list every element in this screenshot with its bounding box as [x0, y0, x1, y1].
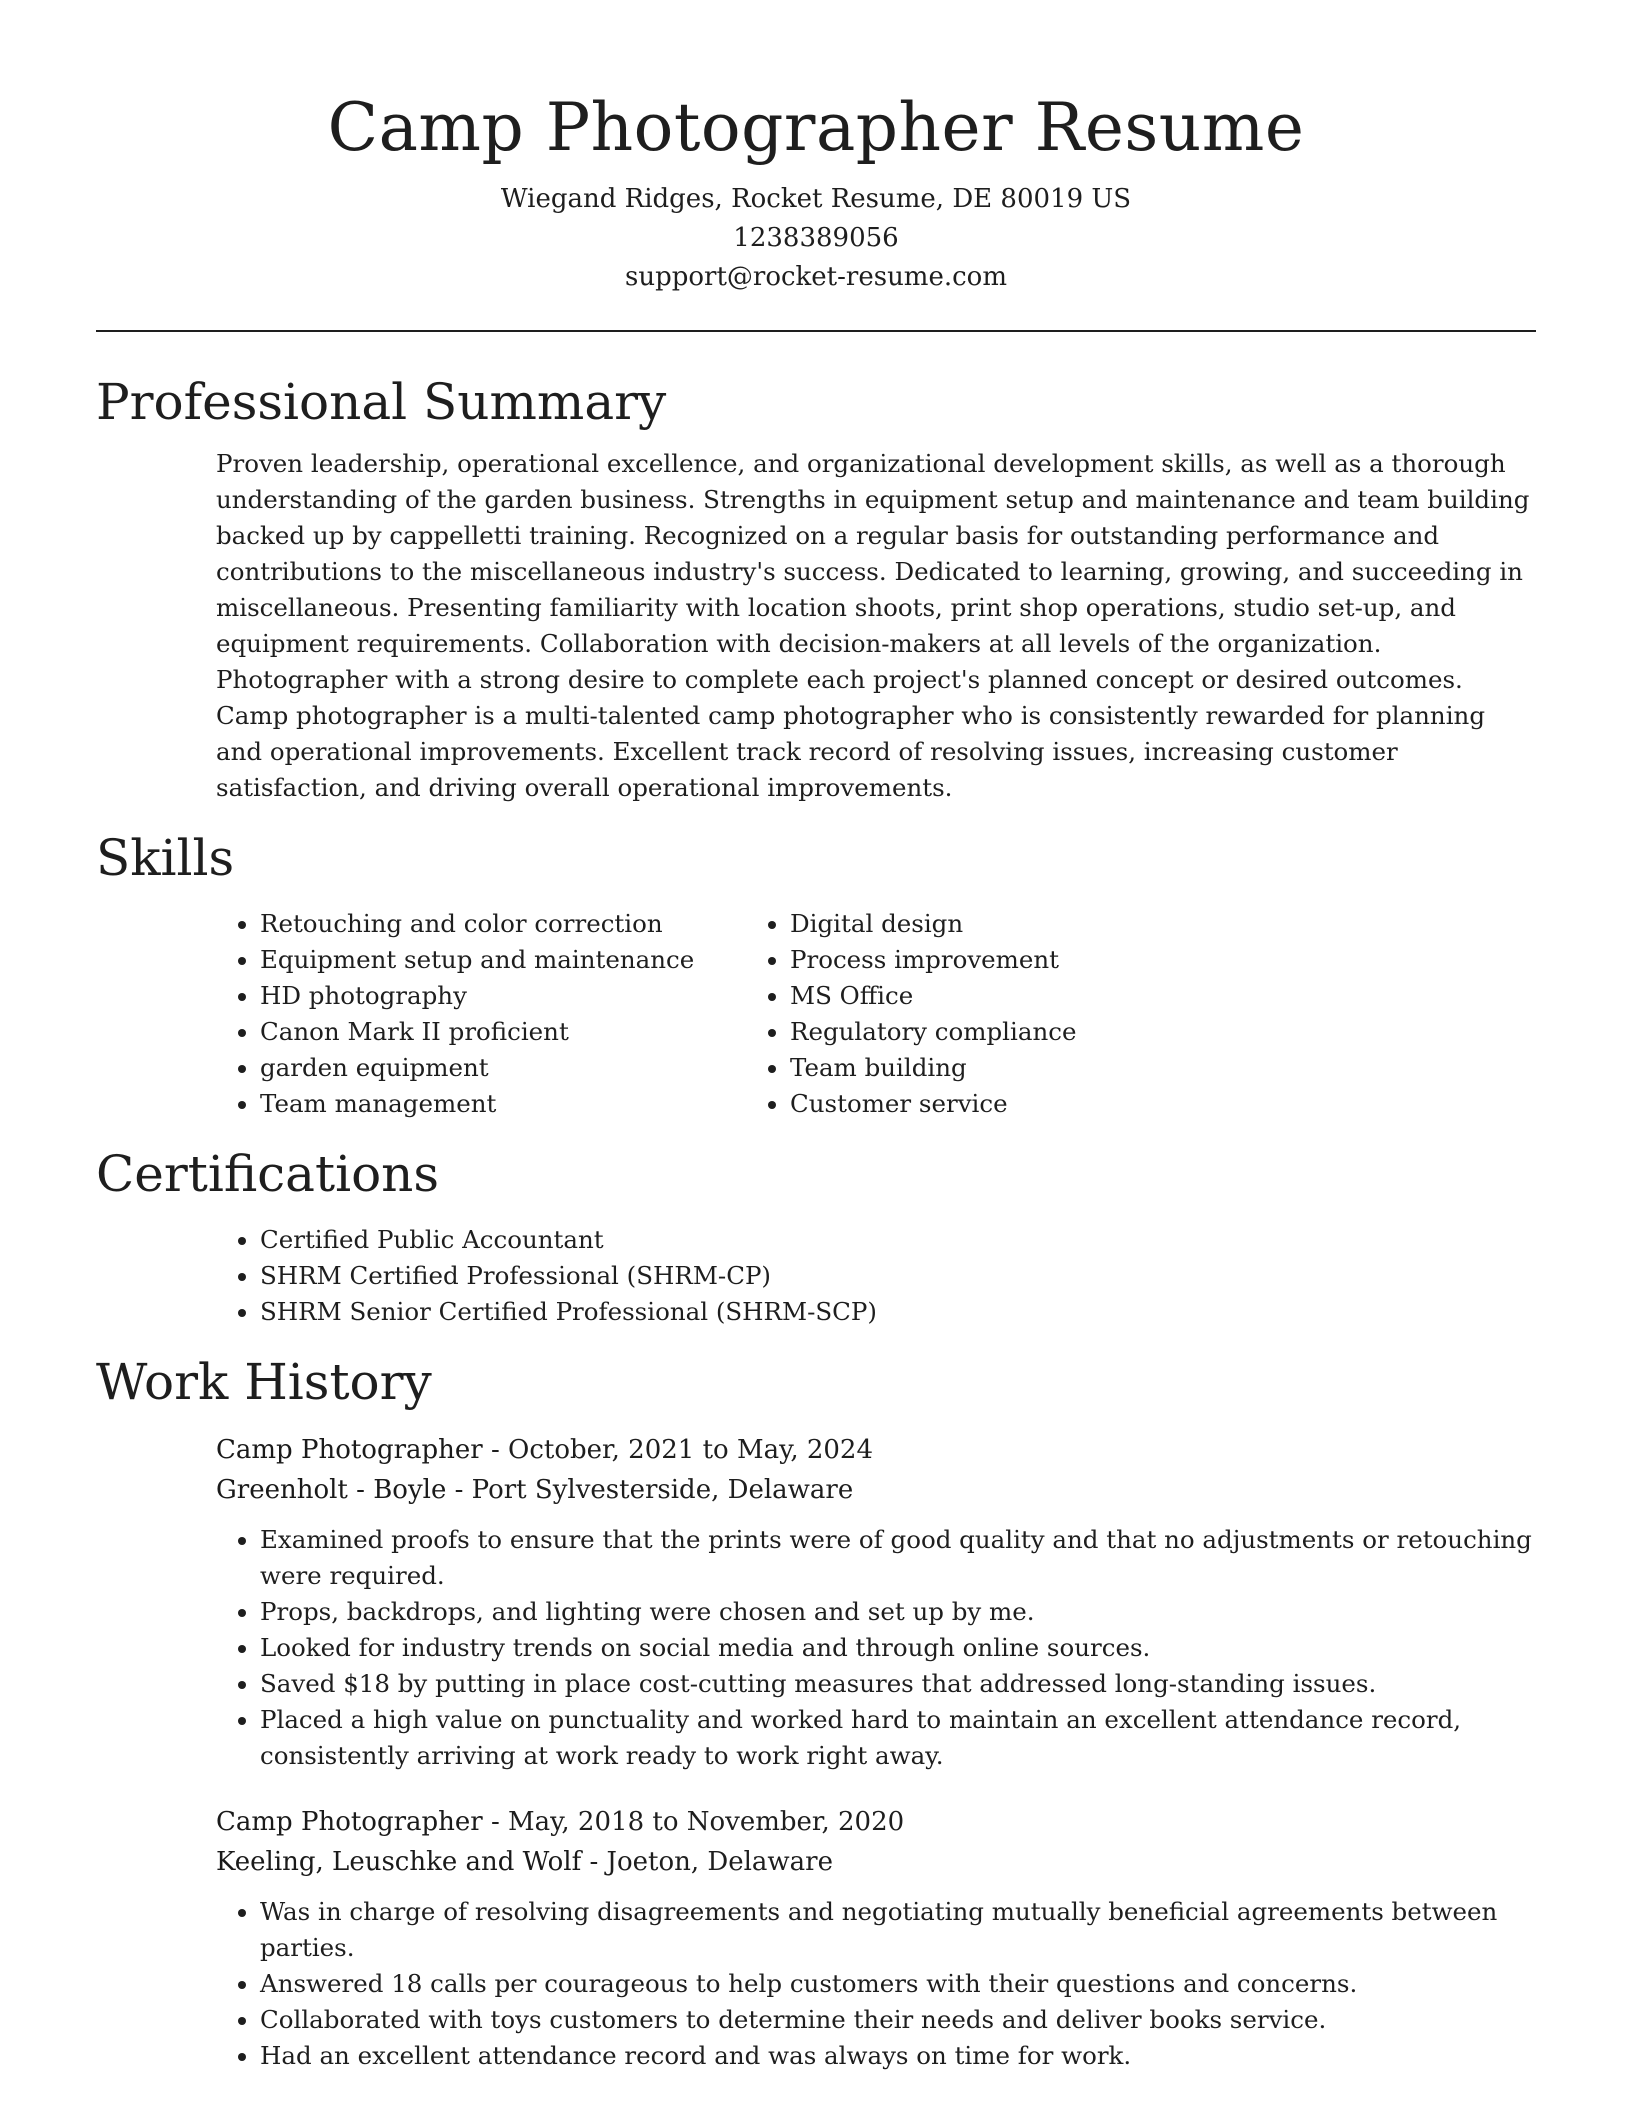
job-bullets	[216, 1894, 1536, 2074]
job-company: Keeling, Leuschke and Wolf	[216, 1847, 582, 1877]
certification-item: • Certified Public Accountant	[260, 1222, 1536, 1258]
summary-text: Proven leadership, operational excellence, and organizational development skills, as well as a thorough understanding of the garden business. Strengths in equipment setup and maintenance and team building backed up by cappelletti training. Recognized on a regular basis for outstanding performance and contributions to the miscellaneous industry's success. Dedicated to learning, growing, and succeeding in miscellaneous. Presenting familiarity with location shoots, print shop operations, studio set-up, and equipment requirements. Collaboration with decision-makers at all levels of the organization. Photographer with a strong desire to complete each project's planned concept or desired outcomes. Camp photographer is a multi-talented camp photographer who is consistently rewarded for planning and operational improvements. Excellent track record of resolving issues, increasing customer satisfaction, and driving overall operational improvements.	[216, 449, 1530, 802]
resume-page	[96, 0, 1536, 2074]
certifications-heading: Certifications	[96, 1145, 440, 1203]
certification-item: • SHRM Certified Professional (SHRM-CP)	[260, 1258, 1536, 1294]
contact-block	[96, 180, 1536, 297]
skill-item: • Canon Mark II proficient	[260, 1014, 746, 1050]
job-company-line	[216, 1842, 1536, 1882]
skill-item: • Regulatory compliance	[790, 1014, 1396, 1050]
job-location: - Port Sylvesterside, Delaware	[446, 1475, 854, 1505]
job-bullet: • Examined proofs to ensure that the prints were of good quality and that no adjustments or retouching were required.	[260, 1522, 1536, 1594]
skill-item: • Team building	[790, 1050, 1396, 1086]
summary-section	[96, 372, 1536, 806]
skills-grid	[96, 906, 1536, 1122]
skill-item: • MS Office	[790, 978, 1396, 1014]
skills-list-left	[96, 906, 746, 1122]
certifications-list	[96, 1222, 1536, 1330]
job-company: Greenholt - Boyle	[216, 1475, 447, 1505]
skills-section	[96, 828, 1536, 1122]
work-history-section	[96, 1352, 1536, 2074]
job-location: - Joeton, Delaware	[581, 1847, 833, 1877]
skill-item: • Digital design	[790, 906, 1396, 942]
job-bullet: • Placed a high value on punctuality and worked hard to maintain an excellent attendance record, consistently arriving at work ready to work right away.	[260, 1702, 1536, 1774]
contact-phone: 1238389056	[733, 223, 899, 253]
skill-item: • HD photography	[260, 978, 746, 1014]
certifications-section	[96, 1144, 1536, 1330]
job-company-line	[216, 1470, 1536, 1510]
job-title: Camp Photographer	[216, 1435, 483, 1465]
job-entry	[216, 1430, 1536, 1774]
job-bullet: • Looked for industry trends on social media and through online sources.	[260, 1630, 1536, 1666]
skill-item: • Process improvement	[790, 942, 1396, 978]
job-entry	[216, 1802, 1536, 2074]
skill-item: • Team management	[260, 1086, 746, 1122]
job-title-line	[216, 1802, 1536, 1842]
job-bullet: • Was in charge of resolving disagreements and negotiating mutually beneficial agreements between parties.	[260, 1894, 1536, 1966]
job-bullets	[216, 1522, 1536, 1774]
skills-list-right	[746, 906, 1396, 1122]
certification-item: • SHRM Senior Certified Professional (SHRM-SCP)	[260, 1294, 1536, 1330]
skill-item: • Equipment setup and maintenance	[260, 942, 746, 978]
contact-address: Wiegand Ridges, Rocket Resume, DE 80019 US	[500, 184, 1132, 214]
work-history-heading: Work History	[96, 1353, 432, 1411]
job-bullet: • Answered 18 calls per courageous to help customers with their questions and concerns.	[260, 1966, 1536, 2002]
contact-email: support@rocket-resume.com	[624, 262, 1007, 292]
summary-heading: Professional Summary	[96, 373, 667, 431]
header-divider	[96, 330, 1536, 332]
job-dates: - October, 2021 to May, 2024	[482, 1435, 874, 1465]
skill-item: • Customer service	[790, 1086, 1396, 1122]
job-bullet: • Saved $18 by putting in place cost-cutting measures that addressed long-standing issues.	[260, 1666, 1536, 1702]
job-title: Camp Photographer	[216, 1807, 483, 1837]
skills-column-right	[746, 906, 1396, 1122]
skill-item: • garden equipment	[260, 1050, 746, 1086]
job-bullet: • Collaborated with toys customers to determine their needs and deliver books service.	[260, 2002, 1536, 2038]
job-bullet: • Props, backdrops, and lighting were chosen and set up by me.	[260, 1594, 1536, 1630]
skill-item: • Retouching and color correction	[260, 906, 746, 942]
job-dates: - May, 2018 to November, 2020	[482, 1807, 905, 1837]
job-title-line	[216, 1430, 1536, 1470]
job-bullet: • Had an excellent attendance record and was always on time for work.	[260, 2038, 1536, 2074]
skills-column-left	[96, 906, 746, 1122]
resume-title: Camp Photographer Resume	[327, 89, 1305, 166]
skills-heading: Skills	[96, 829, 235, 887]
